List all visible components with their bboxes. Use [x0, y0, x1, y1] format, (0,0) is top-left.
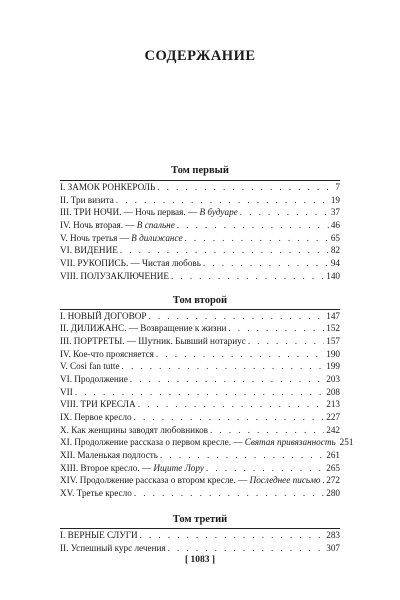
- entry-title: IV. Кое-что проясняется: [60, 348, 154, 359]
- entry-page: 272: [326, 475, 340, 486]
- dot-leader: [177, 219, 329, 232]
- entry-title: VII: [60, 386, 73, 397]
- dot-leader: [203, 257, 329, 270]
- dot-leader: [134, 487, 324, 500]
- toc-entry: [60, 322, 340, 335]
- toc-entry: [60, 310, 340, 323]
- volume-section: [60, 512, 340, 554]
- entry-list: [60, 528, 340, 554]
- toc-entry: [60, 219, 340, 232]
- volume-title: Том первый: [171, 165, 229, 176]
- dot-leader: [156, 348, 324, 361]
- entry-title: IX. Первое кресло: [60, 412, 132, 422]
- entry-title: VI. ВИДЕНИЕ: [60, 245, 118, 256]
- volume-section: [60, 163, 340, 283]
- entry-title: VI. Продолжение: [60, 373, 128, 384]
- entry-page: 157: [326, 335, 340, 346]
- entry-title: XI. Продолжение рассказа о первом кресле. — Святая привязанность: [60, 437, 336, 448]
- entry-page: 280: [326, 488, 340, 499]
- toc-entry: [60, 462, 340, 475]
- entry-page: 7: [335, 182, 340, 192]
- entry-title: V. Cosi fan tutte: [60, 361, 120, 372]
- entry-page: 19: [330, 194, 340, 205]
- toc-entry: [60, 398, 340, 411]
- toc-entry: [60, 373, 340, 386]
- dot-leader: [116, 194, 329, 207]
- entry-page: 199: [326, 361, 340, 372]
- entry-page: 46: [330, 220, 340, 231]
- entry-title: III. ТРИ НОЧИ. — Ночь первая. — В будуаре: [60, 207, 238, 218]
- entry-title-italic: В спальне: [136, 220, 175, 231]
- dot-leader: [122, 360, 325, 373]
- toc-entry: [60, 194, 340, 207]
- volume-title: Том третий: [172, 513, 228, 525]
- dot-leader: [130, 373, 324, 386]
- entry-page: 307: [326, 542, 340, 553]
- page-number: [ 1083 ]: [184, 555, 216, 565]
- section-spacer: [60, 500, 340, 512]
- toc-entry: [60, 270, 340, 283]
- entry-list: [60, 309, 354, 500]
- dot-leader: [185, 232, 329, 245]
- toc-entry: [60, 335, 340, 348]
- toc-entry: [60, 348, 340, 361]
- entry-title: I. ВЕРНЫЕ СЛУГИ: [60, 529, 138, 540]
- dot-leader: [210, 424, 324, 437]
- entry-title: I. ЗАМОК РОНКЕРОЛЬ: [60, 182, 156, 192]
- entry-title: VIII. ПОЛУЗАКЛЮЧЕНИЕ: [60, 270, 169, 281]
- entry-page: 152: [326, 323, 340, 334]
- entry-page: 283: [326, 529, 340, 540]
- entry-page: 261: [326, 450, 340, 461]
- toc-entry: [60, 424, 340, 437]
- dot-leader: [157, 181, 333, 194]
- entry-page: 190: [326, 348, 340, 359]
- entry-page: 65: [330, 232, 340, 243]
- entry-title-italic: В будуаре: [199, 207, 238, 218]
- entry-title-italic: Святая привязанность: [244, 437, 336, 448]
- toc-entry: [60, 449, 340, 462]
- dot-leader: [240, 206, 329, 219]
- entry-page: 203: [326, 373, 340, 384]
- toc-entry: [60, 487, 340, 500]
- dot-leader: [228, 322, 324, 335]
- toc-entry: [60, 542, 340, 555]
- entry-page: 37: [330, 207, 340, 218]
- entry-title: XII. Маленькая подлость: [60, 450, 158, 461]
- dot-leader: [171, 270, 324, 283]
- toc-entry: [60, 386, 340, 399]
- entry-page: 265: [326, 462, 340, 473]
- toc-entry: [60, 436, 354, 449]
- entry-page: 94: [330, 258, 340, 269]
- entry-title: II. Успешный курс лечения: [60, 542, 166, 553]
- toc-entry: [60, 244, 340, 257]
- dot-leader: [75, 386, 324, 399]
- entry-title: XV. Третье кресло: [60, 488, 132, 499]
- toc-entry: [60, 257, 340, 270]
- entry-title: IV. Ночь вторая. — В спальне: [60, 220, 175, 231]
- entry-page: 251: [339, 437, 354, 448]
- entry-page: 208: [326, 386, 340, 397]
- entry-title: II. Три визита: [60, 194, 114, 205]
- toc-entry: [60, 181, 340, 194]
- entry-title: II. ДИЛИЖАНС. — Возвращение к жизни: [60, 323, 227, 334]
- toc-entry: [60, 411, 340, 424]
- entry-list: [60, 180, 340, 283]
- entry-title: XIII. Второе кресло. — Ищите Лору: [60, 462, 204, 473]
- entry-page: 213: [326, 399, 340, 410]
- entry-title: I. НОВЫЙ ДОГОВОР: [60, 310, 147, 321]
- page-title: СОДЕРЖАНИЕ: [144, 48, 256, 64]
- dot-leader: [138, 398, 325, 411]
- entry-title: XIV. Продолжение рассказа о втором кресле. — Последнее письмо: [60, 475, 321, 486]
- volume-section: [60, 293, 354, 500]
- entry-title-italic: Ищите Лору: [153, 462, 204, 473]
- table-of-contents: [60, 163, 354, 554]
- section-spacer: [60, 283, 340, 293]
- dot-leader: [248, 335, 324, 348]
- entry-page: 242: [326, 424, 340, 435]
- entry-title: X. Как женщины заводят любовников: [60, 424, 209, 435]
- entry-title: III. ПОРТРЕТЫ. — Шутник. Бывший нотариус: [60, 335, 246, 346]
- toc-entry: [60, 206, 340, 219]
- dot-leader: [323, 474, 325, 487]
- toc-entry: [60, 474, 340, 487]
- entry-title: V. Ночь третья — В дилижансе: [60, 232, 183, 243]
- entry-title: VIII. ТРИ КРЕСЛА: [60, 399, 136, 410]
- toc-entry: [60, 360, 340, 373]
- dot-leader: [149, 310, 325, 323]
- dot-leader: [134, 411, 325, 424]
- entry-page: 227: [326, 412, 340, 422]
- entry-title: VII. РУКОПИСЬ. — Чистая любовь: [60, 258, 201, 269]
- dot-leader: [168, 542, 325, 555]
- dot-leader: [160, 449, 324, 462]
- volume-title: Том второй: [172, 294, 228, 306]
- toc-entry: [60, 529, 340, 542]
- entry-page: 82: [330, 245, 340, 256]
- dot-leader: [120, 244, 329, 257]
- entry-page: 147: [326, 310, 340, 321]
- entry-page: 140: [326, 270, 340, 281]
- toc-entry: [60, 232, 340, 245]
- dot-leader: [140, 529, 325, 542]
- dot-leader: [206, 462, 324, 475]
- entry-title-italic: Последнее письмо: [249, 475, 321, 486]
- entry-title-italic: В дилижансе: [131, 232, 183, 243]
